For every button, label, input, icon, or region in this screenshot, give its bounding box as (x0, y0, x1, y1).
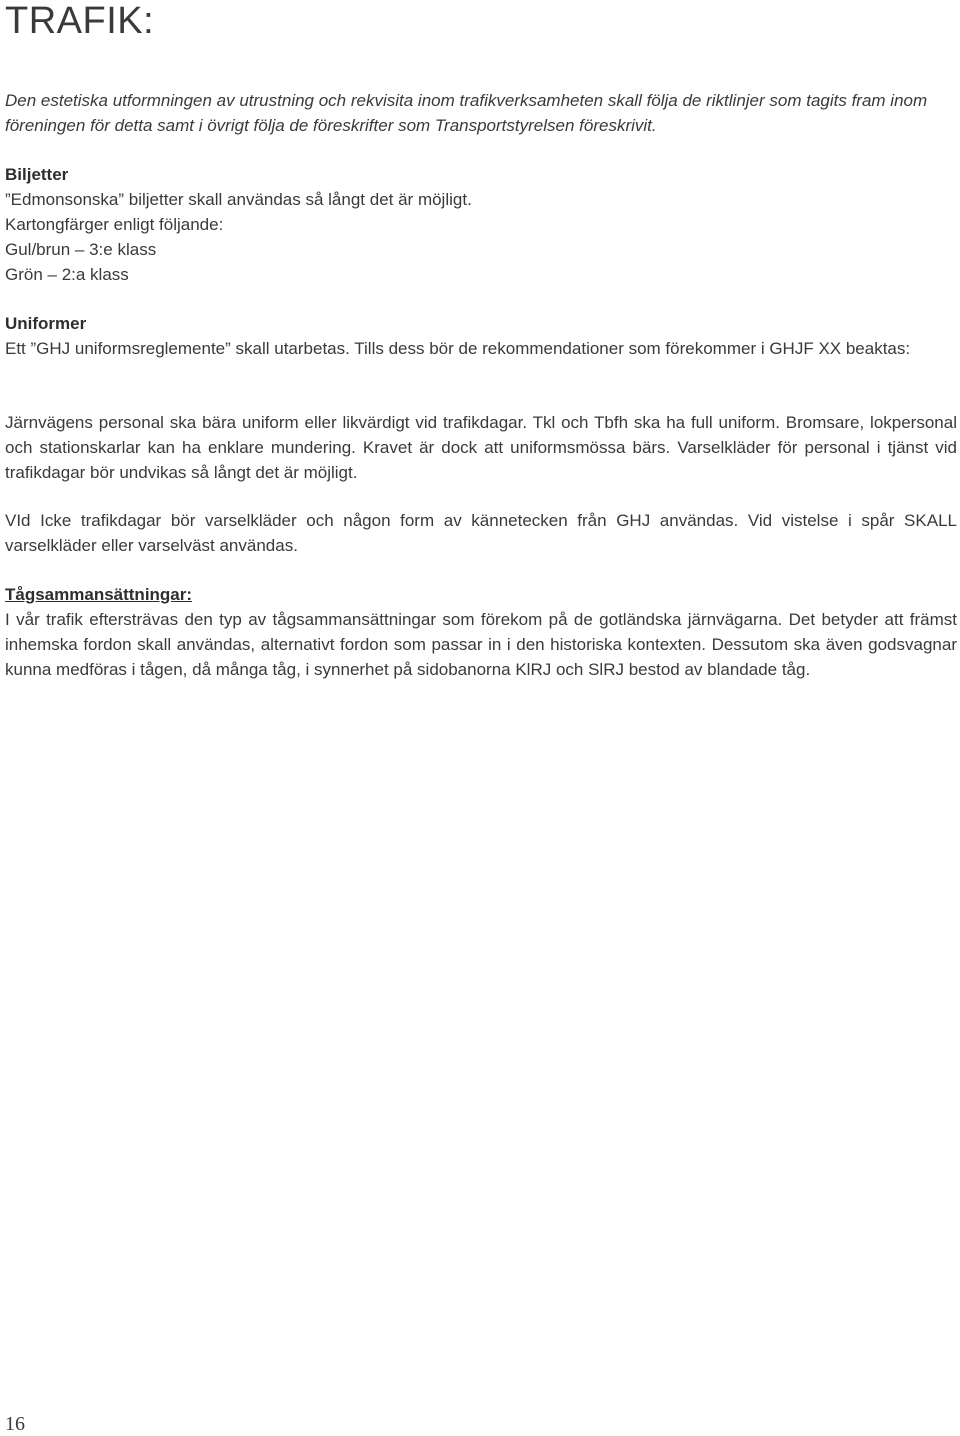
page-number: 16 (5, 1413, 25, 1435)
uniformer-paragraph-varselklader: VId Icke trafikdagar bör varselkläder och någon form av kännetecken från GHJ användas. Vid vistelse i spår SKALL varselkläder eller varselväst användas. (5, 511, 957, 555)
biljetter-line-gron: Grön – 2:a klass (5, 265, 129, 284)
biljetter-section (5, 162, 957, 287)
intro-paragraph: Den estetiska utformningen av utrustning och rekvisita inom trafikverksamheten skall följa de riktlinjer som tagits fram inom föreningen för detta samt i övrigt följa de föreskrifter som Transportstyrelsen föreskrivit. (5, 91, 928, 135)
tagsammansattningar-paragraph: I vår trafik eftersträvas den typ av tågsammansättningar som förekom på de gotländska järnvägarna. Det betyder att främst inhemska fordon skall användas, alternativt fordon som passar in i den historiska kontexten. Dessutom ska även godsvagnar kunna medföras i tågen, då många tåg, i synnerhet på sidobanorna KlRJ och SlRJ bestod av blandade tåg. (5, 610, 957, 679)
biljetter-line-gul-brun: Gul/brun – 3:e klass (5, 240, 157, 259)
uniformer-section (5, 311, 957, 361)
biljetter-heading: Biljetter (5, 165, 69, 184)
uniformer-paragraph-personal: Järnvägens personal ska bära uniform eller likvärdigt vid trafikdagar. Tkl och Tbfh ska ha full uniform. Bromsare, lokpersonal och stationskarlar kan ha enklare mundering. Kravet är dock att uniformsmössa bärs. Varselkläder för personal i tjänst vid trafikdagar bör undvikas så långt det är möjligt. (5, 413, 957, 482)
biljetter-line-edmonsonska: ”Edmonsonska” biljetter skall användas så långt det är möjligt. (5, 190, 472, 209)
uniformer-paragraph-reglemente: Ett ”GHJ uniformsreglemente” skall utarbetas. Tills dess bör de rekommendationer som förekommer i GHJF XX beaktas: (5, 339, 911, 358)
biljetter-line-kartongfarger: Kartongfärger enligt följande: (5, 215, 224, 234)
tagsammansattningar-heading: Tågsammansättningar: (5, 585, 193, 604)
uniformer-heading: Uniformer (5, 314, 87, 333)
tagsammansattningar-section (5, 582, 957, 682)
page-title: TRAFIK: (5, 0, 155, 42)
